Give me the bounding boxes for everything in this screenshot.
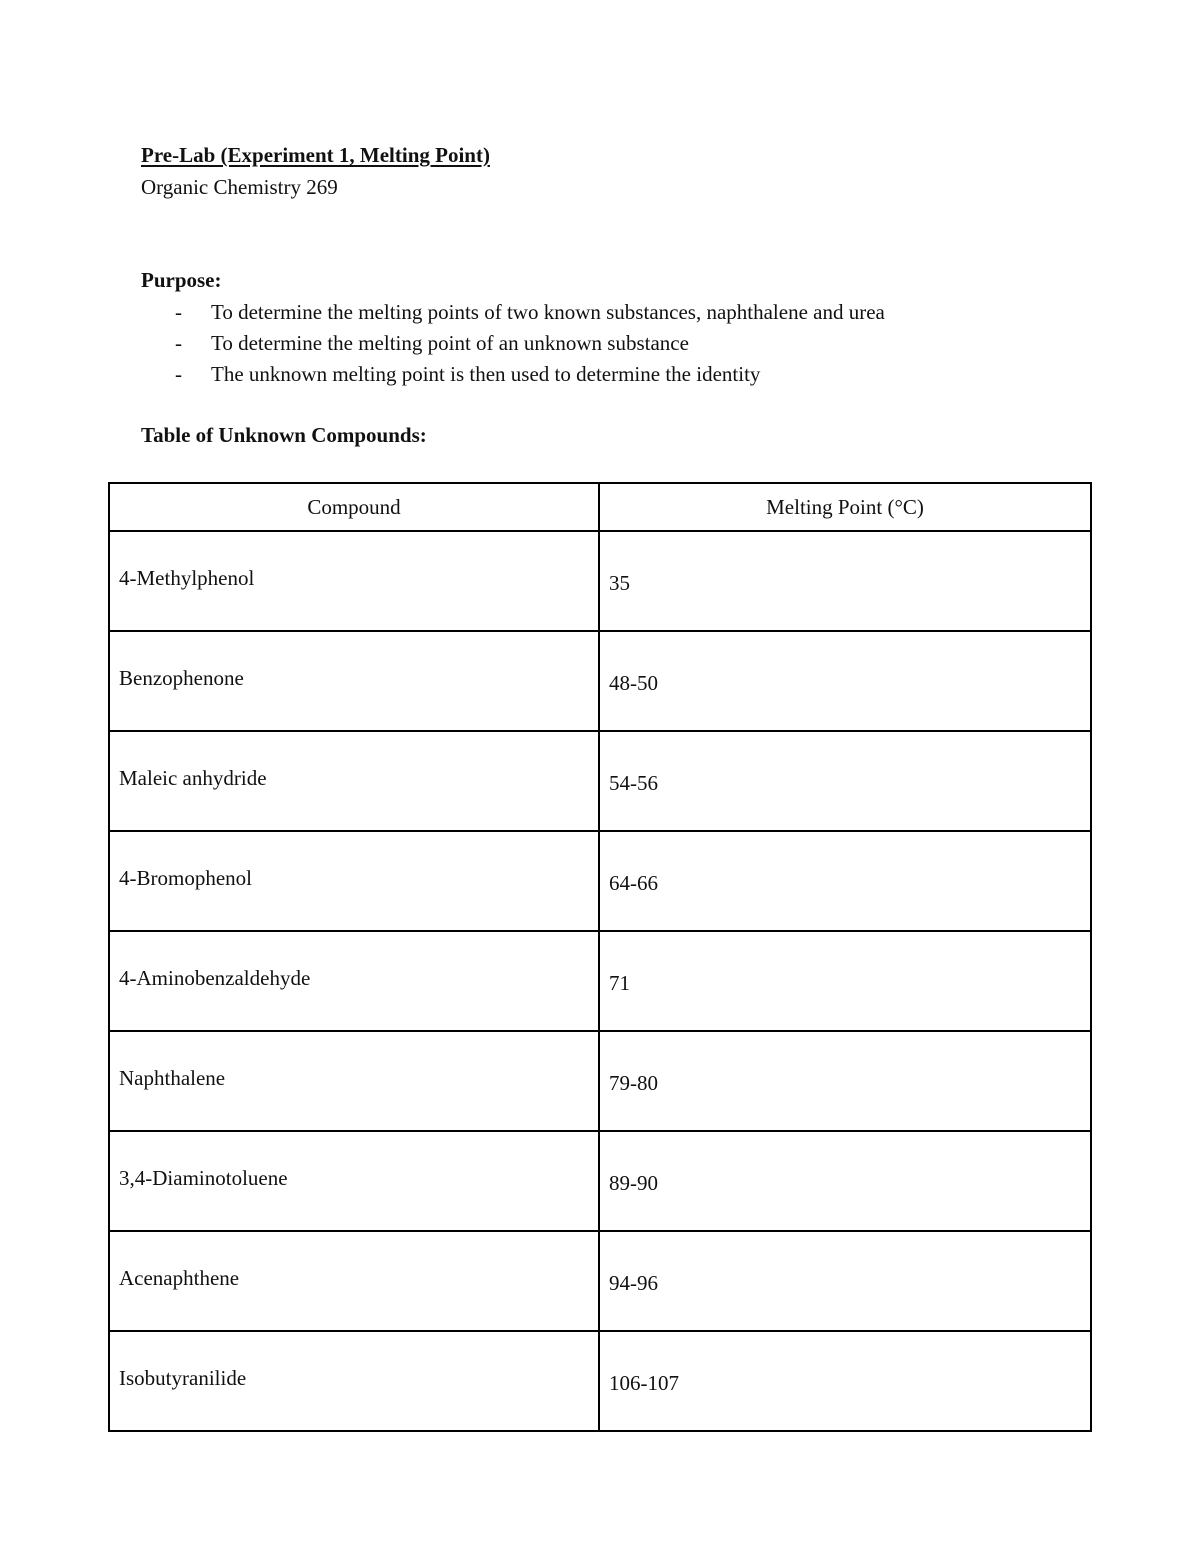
- compound-cell: 4-Bromophenol: [109, 831, 599, 931]
- compound-cell: Naphthalene: [109, 1031, 599, 1131]
- compound-cell: Maleic anhydride: [109, 731, 599, 831]
- melting-point-cell: 89-90: [599, 1131, 1091, 1231]
- melting-point-cell: 79-80: [599, 1031, 1091, 1131]
- table-row: [109, 1131, 1091, 1231]
- melting-point-cell: 71: [599, 931, 1091, 1031]
- melting-point-cell: 54-56: [599, 731, 1091, 831]
- column-header-melting-point: Melting Point (°C): [599, 483, 1091, 531]
- table-row: [109, 1231, 1091, 1331]
- table-row: [109, 931, 1091, 1031]
- purpose-item-text: The unknown melting point is then used to determine the identity: [211, 362, 761, 386]
- table-row: [109, 731, 1091, 831]
- purpose-heading: Purpose:: [141, 268, 222, 292]
- compound-cell: 4-Methylphenol: [109, 531, 599, 631]
- compound-cell: 4-Aminobenzaldehyde: [109, 931, 599, 1031]
- document-title: Pre-Lab (Experiment 1, Melting Point): [141, 143, 490, 167]
- melting-point-cell: 64-66: [599, 831, 1091, 931]
- melting-point-cell: 35: [599, 531, 1091, 631]
- column-header-compound: Compound: [109, 483, 599, 531]
- purpose-item-text: To determine the melting point of an unknown substance: [211, 331, 689, 355]
- compound-cell: Acenaphthene: [109, 1231, 599, 1331]
- table-row: [109, 831, 1091, 931]
- table-header-row: [109, 483, 1091, 531]
- table-row: [109, 631, 1091, 731]
- melting-point-cell: 106-107: [599, 1331, 1091, 1431]
- bullet-dash: -: [175, 300, 182, 324]
- table-row: [109, 531, 1091, 631]
- melting-point-cell: 94-96: [599, 1231, 1091, 1331]
- document-subtitle: Organic Chemistry 269: [141, 175, 338, 199]
- purpose-item-text: To determine the melting points of two known substances, naphthalene and urea: [211, 300, 885, 324]
- table-row: [109, 1331, 1091, 1431]
- compound-cell: 3,4-Diaminotoluene: [109, 1131, 599, 1231]
- table-heading: Table of Unknown Compounds:: [141, 423, 427, 447]
- bullet-dash: -: [175, 331, 182, 355]
- table-row: [109, 1031, 1091, 1131]
- compound-cell: Isobutyranilide: [109, 1331, 599, 1431]
- melting-point-cell: 48-50: [599, 631, 1091, 731]
- compound-cell: Benzophenone: [109, 631, 599, 731]
- compounds-table: [108, 482, 1092, 1432]
- bullet-dash: -: [175, 362, 182, 386]
